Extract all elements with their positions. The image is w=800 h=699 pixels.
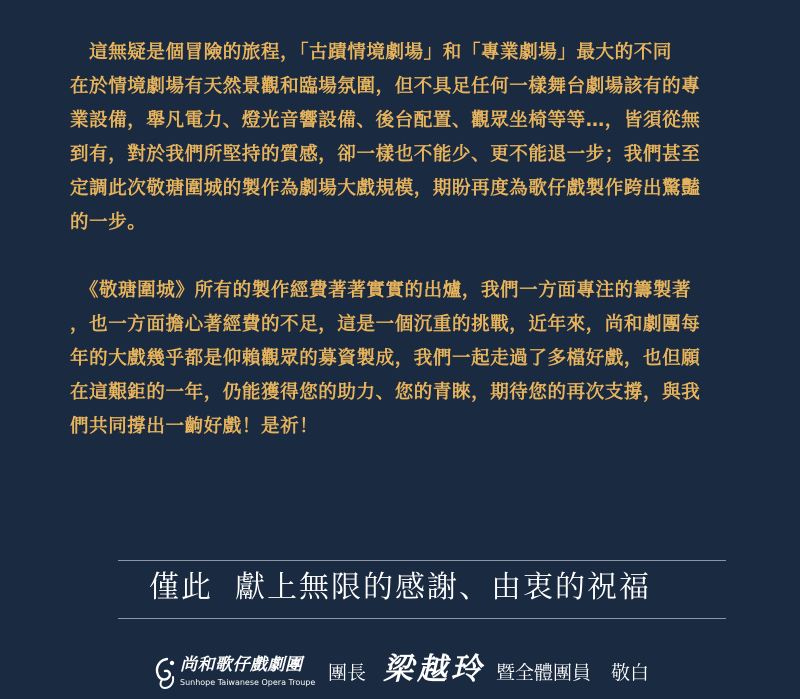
paragraph-line: 年的大戲幾乎都是仰賴觀眾的募資製成，我們一起走過了多檔好戲，也但願 — [70, 348, 701, 369]
paragraph-line: ，也一方面擔心著經費的不足，這是一個沉重的挑戰，近年來，尚和劇團每 — [70, 314, 701, 335]
paragraph-line: 《敬瑭圍城》所有的製作經費著著實實的出爐，我們一方面專注的籌製著 — [70, 280, 692, 301]
thanks-heading — [0, 566, 800, 610]
thanks-part-2: 獻上無限的感謝、由衷的祝福 — [235, 570, 651, 605]
paragraph-line: 的一步。 — [70, 212, 147, 233]
paragraph-line: 在於情境劇場有天然景觀和臨場氛圍，但不具足任何一樣舞台劇場該有的專 — [70, 76, 701, 97]
paragraph-line: 們共同撐出一齣好戲！是祈！ — [70, 416, 319, 437]
paragraph-line: 這無疑是個冒險的旅程，「古蹟情境劇場」和「專業劇場」最大的不同 — [70, 42, 672, 63]
troupe-logo — [152, 654, 322, 698]
paragraph-line: 業設備，舉凡電力、燈光音響設備、後台配置、觀眾坐椅等等…，皆須從無 — [70, 110, 701, 131]
thanks-part-1: 僅此 — [149, 570, 213, 605]
divider-bottom — [118, 618, 726, 619]
signature-closing: 敬白 — [611, 662, 650, 684]
troupe-logo-icon — [152, 656, 180, 690]
paragraph-line: 在這艱鉅的一年，仍能獲得您的助力、您的青睞，期待您的再次支撐，與我 — [70, 382, 701, 403]
troupe-name: 尚和歌仔戲劇團 — [180, 655, 303, 675]
signature-role: 團長 — [328, 662, 367, 684]
signature-staff: 暨全體團員 — [496, 662, 592, 684]
paragraph-2 — [70, 274, 738, 444]
paragraph-line: 定調此次敬瑭圍城的製作為劇場大戲規模，期盼再度為歌仔戲製作跨出驚豔 — [70, 178, 701, 199]
paragraph-1 — [70, 36, 738, 240]
divider-top — [118, 560, 726, 561]
troupe-name-english: Sunhope Taiwanese Opera Troupe — [180, 678, 316, 687]
letter-body — [70, 36, 738, 444]
leader-signature: 梁越玲 — [383, 652, 485, 687]
signature-block — [0, 654, 800, 698]
paragraph-line: 到有，對於我們所堅持的質感，卻一樣也不能少、更不能退一步；我們甚至 — [70, 144, 701, 165]
